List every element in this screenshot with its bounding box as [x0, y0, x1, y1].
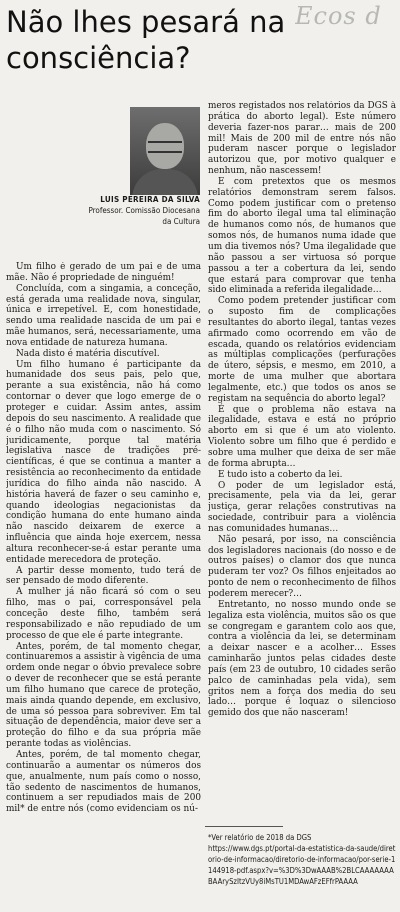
author-photo [130, 107, 200, 195]
paragraph: E com pretextos que os mesmos relatórios demonstram serem falsos. Como podem justificar com o pretenso fim do aborto ilegal uma tal eliminação de humanos como nós, de humanos que somos nós, de humanos numa idade que um dia tivemos nós? Uma ilegalidade que não passou a ser virtuosa só porque passou a ter a cobertura da lei, sendo que estará para comprovar que tenha sido eliminada a referida ilegalidade… [208, 176, 396, 296]
footnote [208, 832, 398, 887]
left-column [6, 262, 201, 910]
paragraph: E tudo isto a coberto da lei. [218, 469, 343, 480]
paragraph: Como podem pretender justificar com o suposto fim de complicações resultantes do aborto ilegal, tantas vezes afirmado como ocorrendo em vão de escada, quando os relatórios evidenciam as múltiplas complicações (perfurações de útero, sépsis, e mesmo, em 2010, a morte de uma mulher que abortara legalmente, etc.) que todos os anos se registam na sequência do aborto legal? [208, 296, 396, 404]
footnote-url[interactable]: https://www.dgs.pt/portal-da-estatistica-da-saude/diretorio-de-informacao/diretorio-de-informacao/por-serie-1144918-pdf.aspx?v=%3D%3DwAAAB%2BLCAAAAAAABAArySzItzVUy8iMsTU1MDAwAFzEFfrPAAAA [208, 844, 396, 886]
paragraph: A partir desse momento, tudo terá de ser pensado de modo diferente. [6, 565, 201, 587]
paragraph: Não pesará, por isso, na consciência dos legisladores nacionais (do nosso e de outros países) o clamor dos que nunca puderam ter voz? Os filhos enjeitados ao ponto de nem o reconhecimento de filhos poderem merecer?… [208, 534, 396, 599]
photo-shoulders [132, 169, 198, 195]
section-tag: Ecos d [295, 2, 382, 30]
paragraph: Antes, porém, de tal momento chegar, continuarão a aumentar os números dos que, anualmente, num país como o nosso, tão sedento de nascimentos de humanos, continuem a ser repudiados mais de 200 mil* de entre nós (como evidenciam os nú- [6, 749, 201, 815]
paragraph: A mulher já não ficará só com o seu filho, mas o pai, corresponsável pela conceção deste filho, também será responsabilizado e não repudiado de um processo de que ele é parte integrante. [6, 587, 201, 641]
paragraph: Nada disto é matéria discutível. [16, 348, 160, 359]
paragraph: O poder de um legislador está, precisamente, pela via da lei, gerar justiça, gerar relações construtivas na sociedade, contribuir para a violência nas comunidades humanas… [208, 480, 396, 534]
right-column [208, 101, 396, 825]
author-role: Professor. Comissão Diocesana da Cultura [88, 206, 200, 226]
paragraph: Concluída, com a singamia, a conceção, está gerada uma realidade nova, singular, única e irrepetível. E, com honestidade, sendo uma realidade nascida de um pai e mãe humanos, será, necessariamente, uma nova entidade de natureza humana. [6, 283, 201, 348]
paragraph: Antes, porém, de tal momento chegar, continuaremos a assistir à vigência de uma ordem onde negar o óbvio prevalece sobre o dever de reconhecer que se está perante um filho humano que carece de proteção, mais ainda quando depende, em exclusivo, de uma só pessoa para sobreviver. Em tal situação de dependência, maior deve ser a proteção do filho e da sua própria mãe perante todas as violências. [6, 641, 201, 750]
paragraph: Um filho humano é participante da humanidade dos seus pais, pelo que, perante a sua existência, não há como contornar o dever que logo emerge de o proteger e cuidar. Assim antes, assim depois do seu nascimento. A realidade que é o filho não muda com o nascimento. Só juridicamente, porque tal matéria legislativa nasce de tradições pré-científicas, é que se continua a manter a resistência ao reconhecimento da entidade jurídica do filho ainda não nascido. A história haverá de fazer o seu caminho e, quando ideologias negacionistas da condição humana do ente humano ainda não nascido deixarem de exerce a influência que ainda hoje exercem, nessa altura reconhecer-se-á estar perante uma entidade merecedora de proteção. [6, 359, 201, 565]
headline: Não lhes pesará na consciência? [6, 5, 286, 75]
paragraph: Um filho é gerado de um pai e de uma mãe. Não é propriedade de ninguém! [6, 262, 201, 283]
paragraph: meros registados nos relatórios da DGS à prática do aborto legal). Este número deveria fazer-nos parar… mais de 200 mil! Mais de 200 mil de entre nós não puderam nascer porque o legislador autorizou que, por motivo qualquer e nenhum, não nascessem! [208, 101, 396, 177]
paragraph: É que o problema não estava na ilegalidade, estava e está no próprio aborto em si que é um ato violento. Violento sobre um filho que é perdido e sobre uma mulher que deixa de ser mãe de forma abrupta… [208, 404, 396, 469]
byline [80, 194, 200, 227]
paragraph: Entretanto, no nosso mundo onde se legaliza esta violência, muitos são os que se congregam e garantem colo aos que, contra a violência da lei, se determinam a deixar nascer e a acolher… Esses caminharão juntos pelas cidades deste país (em 23 de outubro, 10 cidades serão palco de caminhadas pela vida), sem gritos nem a força dos media do seu lado… porque é loquaz o silencioso gemido dos que não nasceram! [208, 599, 396, 719]
author-name: LUIS PEREIRA DA SILVA [100, 195, 200, 204]
footnote-label: *Ver relatório de 2018 da DGS [208, 833, 312, 842]
photo-glasses [148, 141, 182, 153]
footnote-rule [205, 826, 283, 827]
